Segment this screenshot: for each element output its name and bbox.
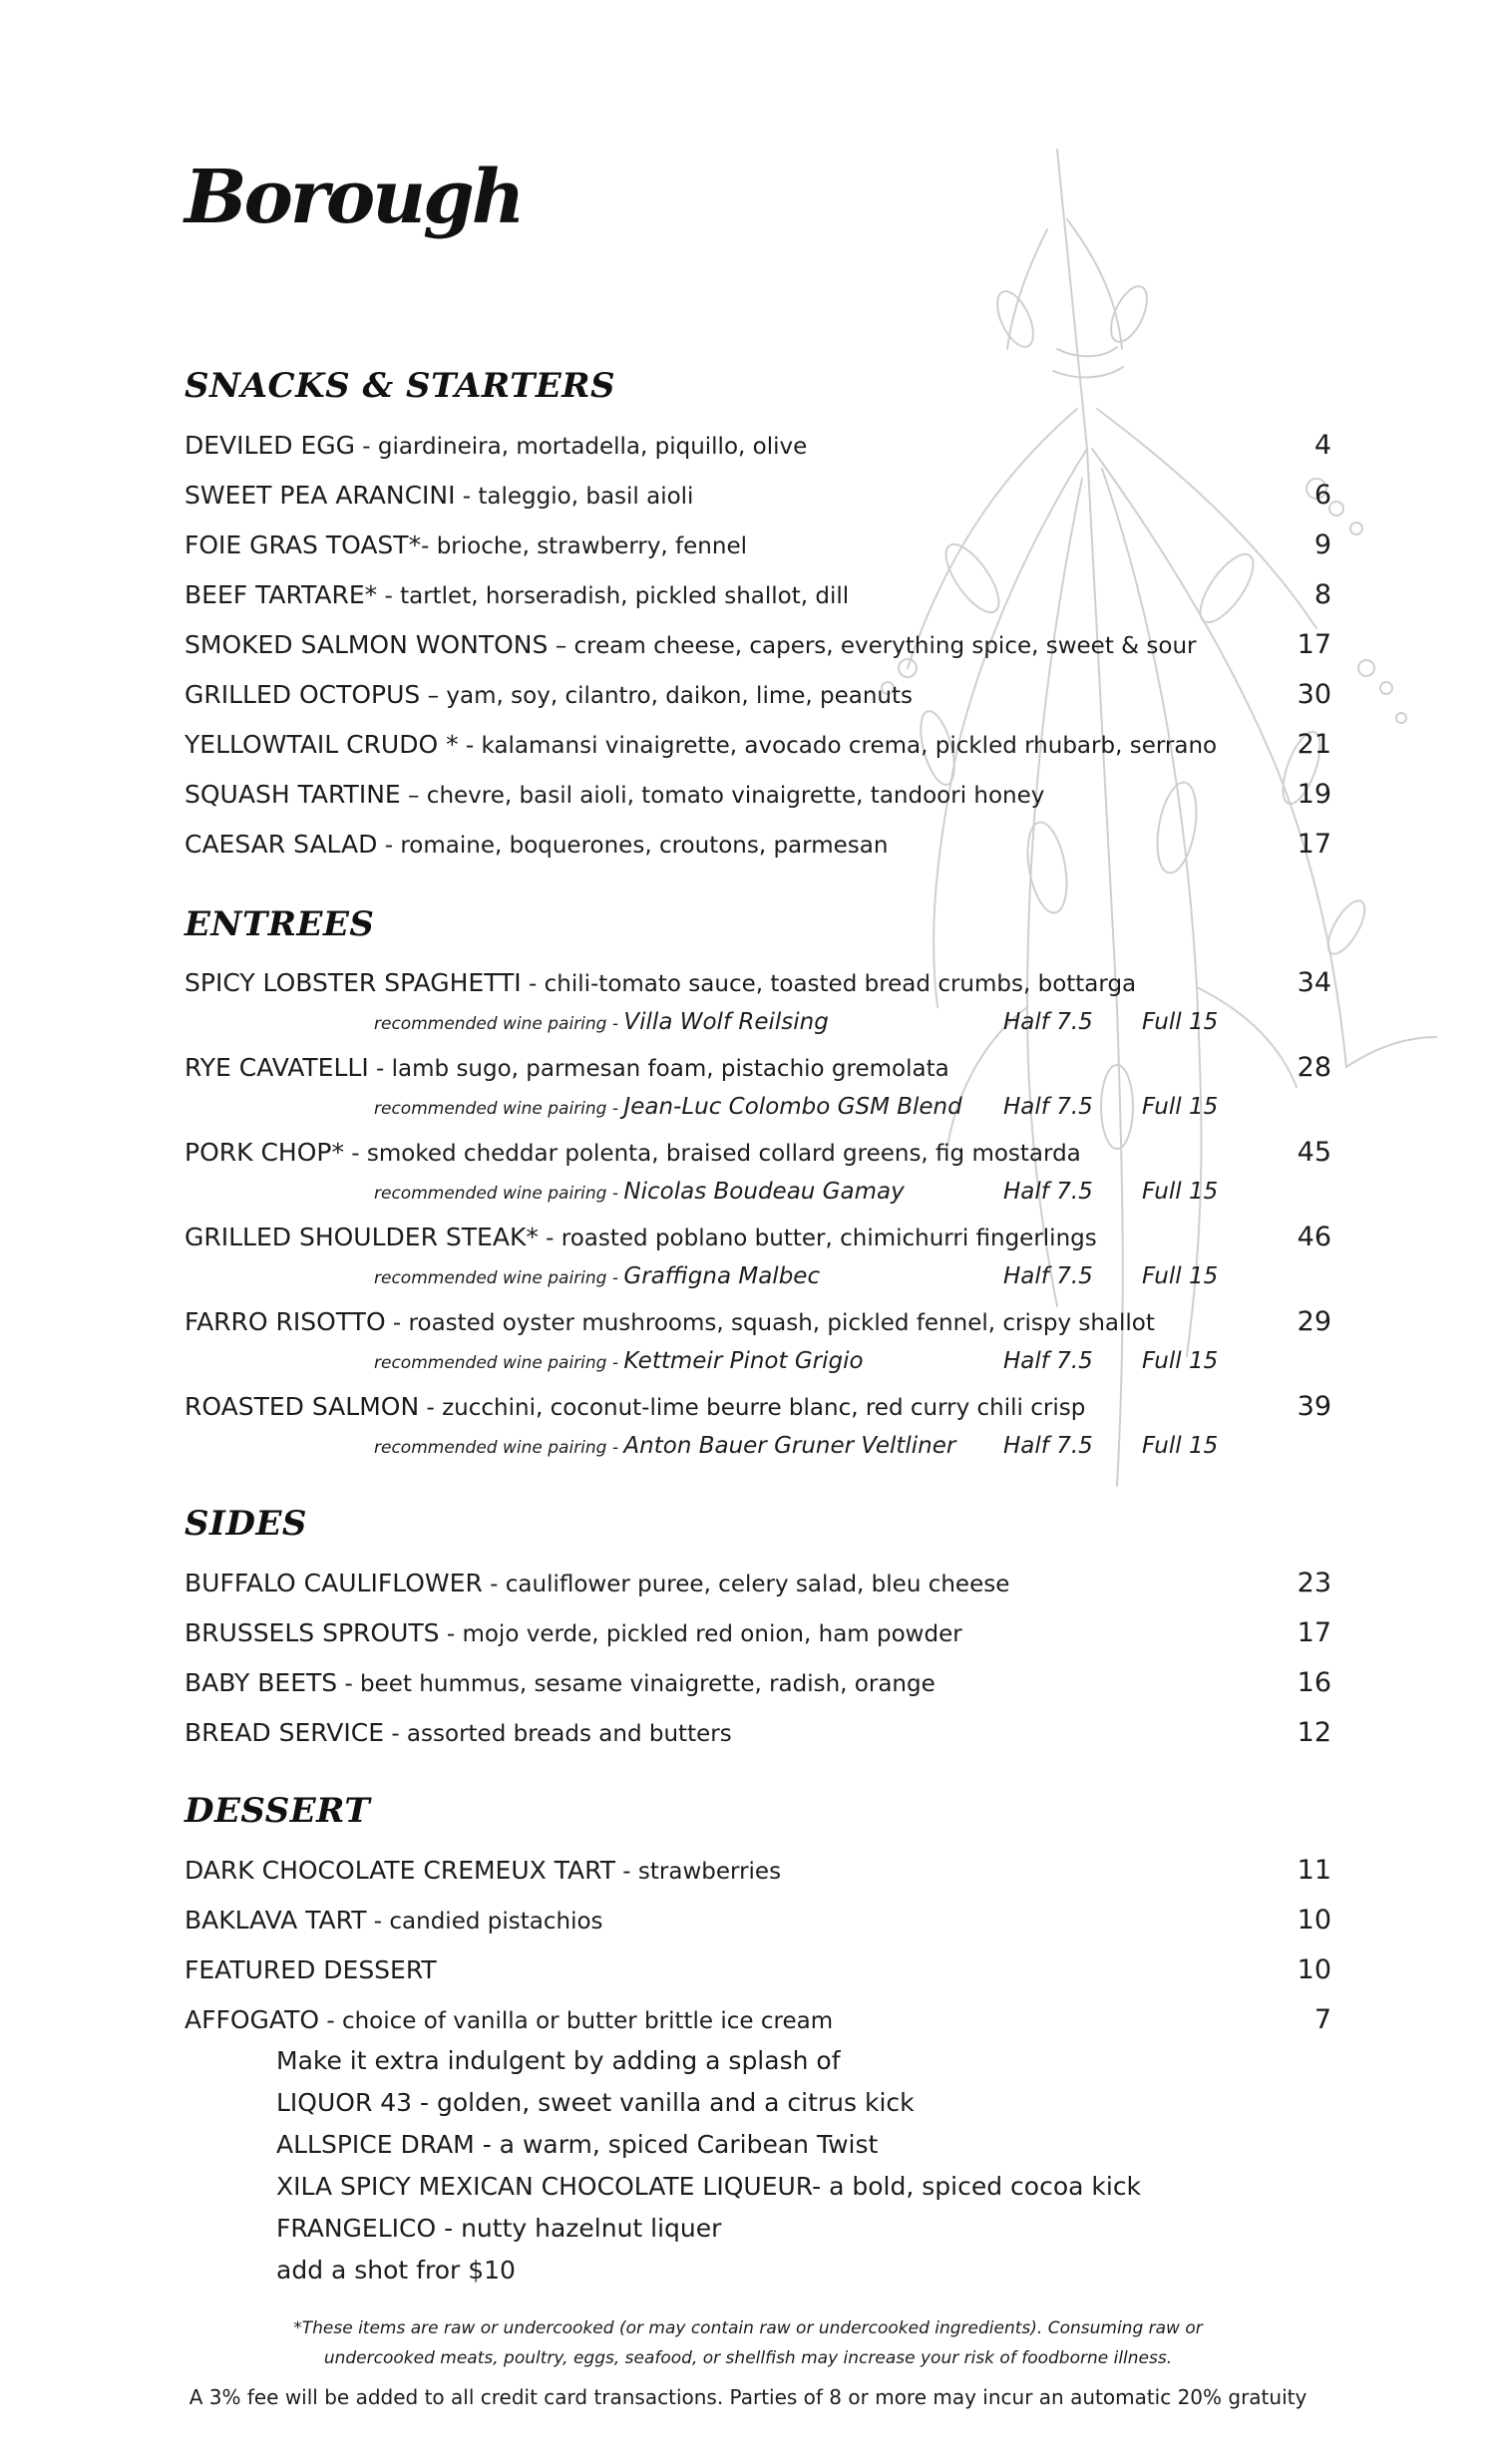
item-price: 21: [1297, 729, 1331, 760]
menu-item: [185, 2000, 1331, 2040]
addon-name: XILA SPICY MEXICAN CHOCOLATE LIQUEUR: [276, 2172, 813, 2201]
menu-item: [185, 526, 1331, 565]
wine-pairing: [374, 1344, 864, 1378]
item-name: AFFOGATO: [185, 2005, 320, 2034]
addon-description: - nutty hazelnut liquer: [436, 2214, 722, 2243]
menu-item: [185, 1048, 1331, 1088]
section-title-sides: SIDES: [185, 1504, 307, 1544]
wine-pairing-label: recommended wine pairing -: [374, 1268, 624, 1288]
item-price: 46: [1297, 1222, 1331, 1252]
item-description: - taleggio, basil aioli: [455, 484, 694, 510]
item-price: 34: [1297, 967, 1331, 998]
item-name: CAESAR SALAD: [185, 830, 378, 859]
item-name: RYE CAVATELLI: [185, 1053, 369, 1082]
item-name: SPICY LOBSTER SPAGHETTI: [185, 968, 522, 997]
item-price: 19: [1297, 779, 1331, 810]
menu-item: [185, 675, 1331, 715]
item-description: - brioche, strawberry, fennel: [421, 533, 747, 559]
wine-name: Villa Wolf Reilsing: [623, 1009, 829, 1035]
wine-pairing: [374, 1090, 962, 1124]
item-price: 17: [1297, 829, 1331, 860]
menu-item: [185, 775, 1331, 815]
item-price: 4: [1313, 430, 1331, 461]
addon-name: LIQUOR 43: [276, 2088, 413, 2117]
item-price: 10: [1297, 1905, 1331, 1936]
item-description: - roasted oyster mushrooms, squash, pickled fennel, crispy shallot: [385, 1310, 1155, 1336]
item-name: GRILLED SHOULDER STEAK*: [185, 1223, 539, 1251]
full-pour-price: Full 15: [1142, 1179, 1219, 1205]
menu-item: [185, 1950, 1331, 1990]
item-price: 28: [1297, 1052, 1331, 1083]
menu-item: [185, 476, 1331, 516]
item-price: 16: [1297, 1667, 1331, 1698]
menu-item: [185, 1302, 1331, 1342]
menu-item: [185, 1663, 1331, 1703]
menu-item: [185, 1133, 1331, 1173]
item-name: FARRO RISOTTO: [185, 1307, 386, 1336]
wine-name: Graffigna Malbec: [623, 1263, 821, 1289]
half-pour-price: Half 7.5: [1003, 1263, 1093, 1289]
item-name: PORK CHOP*: [185, 1138, 344, 1167]
section-title-dessert: DESSERT: [185, 1791, 371, 1831]
item-name: DEVILED EGG: [185, 431, 355, 460]
menu-item: [185, 825, 1331, 865]
wine-name: Jean-Luc Colombo GSM Blend: [623, 1094, 962, 1120]
item-description: - cauliflower puree, celery salad, bleu cheese: [482, 1572, 1010, 1597]
item-name: GRILLED OCTOPUS: [185, 680, 421, 709]
item-description: - candied pistachios: [366, 1909, 603, 1935]
item-price: 17: [1297, 1617, 1331, 1648]
item-price: 12: [1297, 1717, 1331, 1748]
full-pour-price: Full 15: [1142, 1433, 1219, 1459]
menu-item: [185, 1387, 1331, 1427]
item-description: - smoked cheddar polenta, braised collard greens, fig mostarda: [343, 1141, 1081, 1167]
wine-pairing: [374, 1259, 820, 1293]
item-name: FOIE GRAS TOAST*: [185, 530, 422, 559]
item-description: – cream cheese, capers, everything spice, sweet & sour: [548, 633, 1197, 659]
menu-item: [185, 426, 1331, 466]
item-price: 8: [1313, 579, 1331, 610]
full-pour-price: Full 15: [1142, 1094, 1219, 1120]
item-price: 7: [1313, 2004, 1331, 2035]
item-description: - kalamansi vinaigrette, avocado crema, pickled rhubarb, serrano: [458, 733, 1218, 759]
item-price: 10: [1297, 1954, 1331, 1985]
half-pour-price: Half 7.5: [1003, 1179, 1093, 1205]
addon-option: [276, 2209, 721, 2249]
item-name: YELLOWTAIL CRUDO *: [185, 730, 459, 759]
item-price: 39: [1297, 1391, 1331, 1422]
item-price: 23: [1297, 1568, 1331, 1598]
wine-pairing-label: recommended wine pairing -: [374, 1184, 624, 1204]
menu-item: [185, 725, 1331, 765]
item-price: 29: [1297, 1306, 1331, 1337]
item-name: BABY BEETS: [185, 1668, 338, 1697]
item-name: BAKLAVA TART: [185, 1906, 367, 1935]
wine-pairing-label: recommended wine pairing -: [374, 1353, 624, 1373]
menu-item: [185, 1218, 1331, 1257]
half-pour-price: Half 7.5: [1003, 1094, 1093, 1120]
menu-item: [185, 1613, 1331, 1653]
item-price: 6: [1313, 480, 1331, 511]
restaurant-logo: Borough: [185, 155, 523, 240]
menu-item: [185, 1713, 1331, 1753]
item-description: – chevre, basil aioli, tomato vinaigrette, tandoori honey: [400, 783, 1045, 809]
item-price: 30: [1297, 679, 1331, 710]
item-description: - giardineira, mortadella, piquillo, olive: [354, 434, 808, 460]
item-price: 11: [1297, 1855, 1331, 1886]
wine-pairing-label: recommended wine pairing -: [374, 1014, 624, 1034]
addon-option: [276, 2125, 878, 2165]
item-price: 9: [1313, 529, 1331, 560]
raw-food-disclaimer: [150, 2313, 1346, 2373]
wine-pairing-label: recommended wine pairing -: [374, 1099, 624, 1119]
item-description: - assorted breads and butters: [384, 1721, 732, 1747]
addon-name: FRANGELICO: [276, 2214, 437, 2243]
menu-item: [185, 963, 1331, 1003]
addon-option: [276, 2167, 1141, 2207]
item-name: ROASTED SALMON: [185, 1392, 420, 1421]
item-description: - mojo verde, pickled red onion, ham powder: [439, 1621, 962, 1647]
item-description: - choice of vanilla or butter brittle ice cream: [319, 2008, 834, 2034]
item-description: - lamb sugo, parmesan foam, pistachio gremolata: [368, 1056, 949, 1082]
wine-pairing: [374, 1429, 955, 1463]
item-description: - roasted poblano butter, chimichurri fingerlings: [538, 1226, 1097, 1251]
addon-option: [276, 2083, 915, 2123]
item-name: FEATURED DESSERT: [185, 1955, 437, 1984]
item-name: SMOKED SALMON WONTONS: [185, 630, 549, 659]
item-description: - chili-tomato sauce, toasted bread crumbs, bottarga: [521, 971, 1137, 997]
item-description: - strawberries: [614, 1859, 782, 1885]
item-name: BREAD SERVICE: [185, 1718, 385, 1747]
section-title-snacks: SNACKS & STARTERS: [185, 366, 616, 406]
wine-name: Anton Bauer Gruner Veltliner: [623, 1433, 956, 1459]
full-pour-price: Full 15: [1142, 1263, 1219, 1289]
half-pour-price: Half 7.5: [1003, 1348, 1093, 1374]
item-name: BUFFALO CAULIFLOWER: [185, 1569, 483, 1597]
item-price: 45: [1297, 1137, 1331, 1168]
menu-item: [185, 1901, 1331, 1940]
item-description: – yam, soy, cilantro, daikon, lime, peanuts: [420, 683, 914, 709]
wine-pairing: [374, 1005, 829, 1039]
full-pour-price: Full 15: [1142, 1348, 1219, 1374]
half-pour-price: Half 7.5: [1003, 1009, 1093, 1035]
wine-name: Nicolas Boudeau Gamay: [623, 1179, 905, 1205]
half-pour-price: Half 7.5: [1003, 1433, 1093, 1459]
section-title-entrees: ENTREES: [185, 904, 375, 944]
item-name: SWEET PEA ARANCINI: [185, 481, 456, 510]
wine-pairing: [374, 1175, 905, 1209]
addon-shot-price: add a shot fror $10: [276, 2256, 516, 2285]
addon-description: - a bold, spiced cocoa kick: [812, 2172, 1142, 2201]
menu-item: [185, 575, 1331, 615]
item-name: SQUASH TARTINE: [185, 780, 401, 809]
wine-pairing-label: recommended wine pairing -: [374, 1438, 624, 1458]
addon-description: - a warm, spiced Caribean Twist: [474, 2130, 879, 2159]
credit-card-fee-notice: A 3% fee will be added to all credit card transactions. Parties of 8 or more may incur an automatic 20% gratuity: [188, 2385, 1308, 2409]
item-description: - romaine, boquerones, croutons, parmesan: [377, 833, 889, 859]
addon-name: ALLSPICE DRAM: [276, 2130, 475, 2159]
menu-item: [185, 1564, 1331, 1603]
full-pour-price: Full 15: [1142, 1009, 1219, 1035]
item-name: DARK CHOCOLATE CREMEUX TART: [185, 1856, 615, 1885]
item-description: - zucchini, coconut-lime beurre blanc, red curry chili crisp: [419, 1395, 1086, 1421]
item-name: BEEF TARTARE*: [185, 580, 378, 609]
item-description: - beet hummus, sesame vinaigrette, radish, orange: [337, 1671, 935, 1697]
disclaimer-line: undercooked meats, poultry, eggs, seafood, or shellfish may increase your risk of foodborne illness.: [323, 2348, 1173, 2368]
item-price: 17: [1297, 629, 1331, 660]
item-description: - tartlet, horseradish, pickled shallot, dill: [377, 583, 850, 609]
item-name: BRUSSELS SPROUTS: [185, 1618, 440, 1647]
addon-description: - golden, sweet vanilla and a citrus kick: [412, 2088, 915, 2117]
menu-item: [185, 1851, 1331, 1891]
wine-name: Kettmeir Pinot Grigio: [623, 1348, 864, 1374]
addon-intro: Make it extra indulgent by adding a splash of: [276, 2046, 841, 2075]
menu-item: [185, 625, 1331, 665]
disclaimer-line: *These items are raw or undercooked (or may contain raw or undercooked ingredients). Consuming raw or: [293, 2318, 1203, 2338]
